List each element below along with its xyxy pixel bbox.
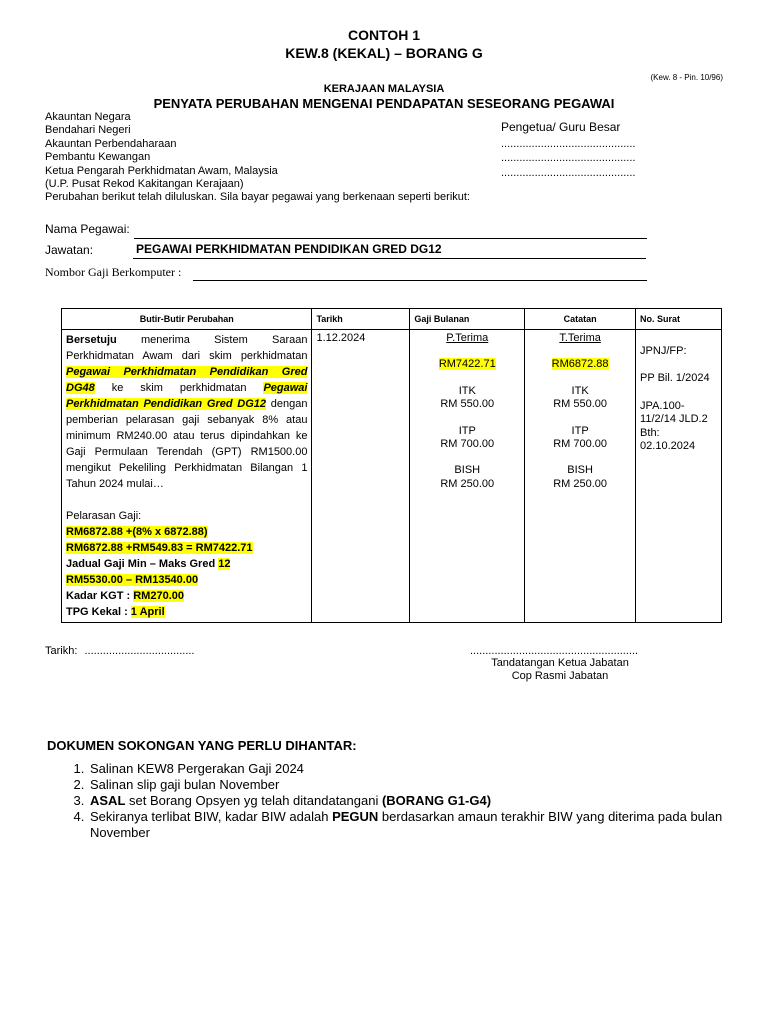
tarikh-cell: [312, 330, 410, 623]
gaji-amount: RM7422.71: [438, 358, 496, 371]
form-reference: (Kew. 8 - Pin. 10/96): [650, 73, 723, 82]
list-item-bold: PEGUN: [332, 809, 379, 824]
itk-label: ITK: [458, 384, 476, 397]
surat-ref: PP Bil. 1/2024: [640, 372, 710, 385]
recipient-line: Bendahari Negeri: [45, 124, 131, 137]
itk-value: RM 550.00: [440, 398, 495, 411]
gaji-heading: P.Terima: [446, 332, 489, 344]
butir-text: menerima Sistem Saraan Perkhidmatan Awam dari skim perkhidmatan: [66, 334, 308, 362]
col-header-catatan: Catatan: [525, 309, 636, 330]
list-item-text: berdasarkan amaun terakhir BIW yang diterima pada bulan November: [90, 809, 723, 840]
list-item-bold: (BORANG G1-G4): [381, 793, 492, 808]
catatan-heading: T.Terima: [559, 332, 601, 344]
butir-bold: Bersetuju: [66, 334, 117, 346]
itp-label: ITP: [571, 424, 589, 437]
tpg-label: TPG Kekal :: [66, 606, 131, 618]
list-item-text: set Borang Opsyen yg telah ditandatangani: [125, 793, 382, 808]
dotted-line: ............................................: [501, 152, 636, 164]
calc-line: RM6872.88 +RM549.83 = RM7422.71: [66, 542, 253, 554]
list-item-text: Salinan slip gaji bulan November: [90, 777, 280, 792]
bish-value: RM 250.00: [553, 477, 608, 490]
bish-value: RM 250.00: [440, 477, 495, 490]
tpg-value: 1 April: [130, 606, 165, 618]
form-subtitle: KEW.8 (KEKAL) – BORANG G: [285, 45, 483, 61]
catatan-cell: [525, 330, 636, 623]
calc-line: RM6872.88 +(8% x 6872.88): [66, 526, 208, 538]
dokumen-heading: DOKUMEN SOKONGAN YANG PERLU DIHANTAR:: [47, 738, 357, 753]
tarikh-value: 1.12.2024: [316, 332, 366, 344]
form-title: CONTOH 1: [347, 27, 421, 43]
jadual-gred: 12: [218, 558, 231, 570]
surat-ref: JPNJ/FP:: [640, 345, 687, 357]
change-table: [61, 308, 722, 623]
list-item-text: Salinan KEW8 Pergerakan Gaji 2024: [90, 761, 304, 776]
col-header-butir: Butir-Butir Perubahan: [62, 309, 312, 330]
list-item: [88, 793, 748, 809]
pengetua-label: Pengetua/ Guru Besar: [501, 120, 621, 134]
government-heading: KERAJAAN MALAYSIA: [323, 83, 445, 95]
bish-label: BISH: [567, 464, 593, 477]
jawatan-value: PEGAWAI PERKHIDMATAN PENDIDIKAN GRED DG12: [136, 242, 442, 256]
surat-date: 02.10.2024: [640, 440, 696, 453]
butir-text: ke skim perkhidmatan: [94, 382, 264, 394]
table-header-row: [62, 309, 722, 330]
tarikh-sign-field[interactable]: ....................................: [84, 645, 195, 657]
signature-field[interactable]: .......................................................: [470, 645, 639, 657]
butir-paragraph: [66, 332, 307, 492]
recipient-list: [45, 111, 470, 205]
butir-cell: [62, 330, 312, 623]
list-item-bold: ASAL: [90, 793, 126, 808]
itp-label: ITP: [458, 424, 476, 437]
dotted-line: ............................................: [501, 167, 636, 179]
itp-value: RM 700.00: [440, 438, 495, 451]
jawatan-field[interactable]: [133, 242, 646, 259]
recipient-line: Akauntan Perbendaharaan: [45, 137, 177, 150]
pelarasan-block: [66, 508, 307, 620]
list-item-text: Sekiranya terlibat BIW, kadar BIW adalah: [90, 809, 333, 824]
catatan-amount: RM6872.88: [551, 358, 609, 371]
salary-range: RM5530.00 – RM13540.00: [66, 574, 199, 586]
table-row: [62, 330, 722, 623]
stamp-caption: Cop Rasmi Jabatan: [511, 670, 609, 682]
signature-caption: Tandatangan Ketua Jabatan: [491, 657, 629, 669]
col-header-gaji: Gaji Bulanan: [410, 309, 525, 330]
surat-cell: [636, 330, 722, 623]
tarikh-sign-row: [45, 645, 195, 657]
list-item: [88, 761, 748, 777]
recipient-line: Pembantu Kewangan: [45, 151, 151, 164]
list-item: [88, 777, 748, 793]
surat-ref: JPA.100-11/2/14 JLD.2: [640, 399, 708, 426]
col-header-tarikh: Tarikh: [312, 309, 410, 330]
tarikh-sign-label: Tarikh:: [45, 645, 78, 657]
surat-date-label: Bth:: [640, 426, 660, 439]
itk-label: ITK: [571, 384, 589, 397]
kgt-label: Kadar KGT :: [66, 590, 134, 602]
itp-value: RM 700.00: [553, 438, 608, 451]
butir-text: dengan pemberian pelarasan gaji sebanyak 8% atau minimum RM240.00 atau terus dipindahkan ke Gaji Permulaan Terendah (GPT) RM1500.00 mengikut Pekeliling Perkhidmatan Bilangan 1 Tahun 2024 mulai…: [66, 398, 308, 490]
col-header-surat: No. Surat: [636, 309, 722, 330]
approval-note: Perubahan berikut telah diluluskan. Sila bayar pegawai yang berkenaan seperti berikut:: [45, 191, 470, 204]
list-item: [88, 809, 748, 841]
nama-pegawai-label: Nama Pegawai:: [45, 222, 130, 236]
itk-value: RM 550.00: [553, 398, 608, 411]
nama-pegawai-field[interactable]: [134, 224, 647, 239]
recipient-line: Ketua Pengarah Perkhidmatan Awam, Malaysia: [45, 164, 278, 177]
butir-highlight: Pegawai Perkhidmatan Pendidikan Gred DG12: [66, 382, 308, 410]
bish-label: BISH: [454, 464, 481, 477]
pelarasan-label: Pelarasan Gaji:: [66, 510, 142, 522]
nombor-gaji-label: Nombor Gaji Berkomputer :: [45, 265, 182, 279]
gaji-cell: [410, 330, 525, 623]
dokumen-list: [45, 761, 748, 841]
jadual-label: Jadual Gaji Min – Maks Gred: [66, 558, 219, 570]
jawatan-label: Jawatan:: [45, 243, 94, 257]
recipient-line: (U.P. Pusat Rekod Kakitangan Kerajaan): [45, 178, 244, 191]
dotted-line: ............................................: [501, 138, 636, 150]
statement-heading: PENYATA PERUBAHAN MENGENAI PENDAPATAN SESEORANG PEGAWAI: [153, 96, 615, 111]
kgt-value: RM270.00: [133, 590, 184, 602]
butir-highlight: Pegawai Perkhidmatan Pendidikan Gred DG48: [66, 366, 308, 394]
nombor-gaji-field[interactable]: [193, 266, 647, 281]
recipient-line: Akauntan Negara: [45, 111, 131, 123]
